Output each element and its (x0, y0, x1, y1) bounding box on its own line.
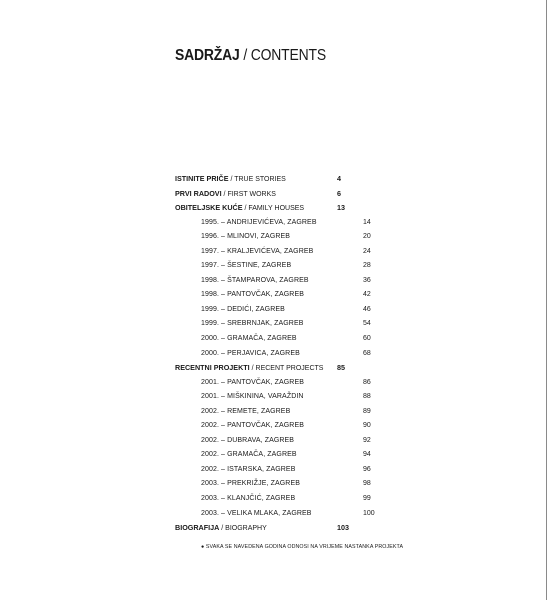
toc-entry-label: 2002. – GRAMAČA, ZAGREB (201, 451, 297, 459)
toc-section-label (175, 172, 286, 188)
toc-entry-page-number: 90 (363, 422, 371, 430)
toc-entry-page-number: 99 (363, 495, 371, 503)
toc-entry-page-number: 20 (363, 233, 371, 241)
toc-section-row[interactable] (175, 361, 405, 376)
toc-entry-page-number: 46 (363, 305, 371, 313)
toc-section-row[interactable] (175, 201, 405, 216)
toc-entry-row[interactable] (175, 303, 405, 318)
toc-entry-row[interactable] (175, 477, 405, 492)
toc-section-title: OBITELJSKE KUĆE (175, 203, 243, 213)
toc-entry-row[interactable] (175, 332, 405, 347)
toc-entry-label: 1999. – DEDIĆI, ZAGREB (201, 305, 285, 313)
toc-entry-page-number: 60 (363, 335, 371, 343)
toc-section-row[interactable] (175, 187, 405, 202)
toc-entry-label: 2002. – ISTARSKA, ZAGREB (201, 465, 296, 473)
toc-entry-label: 1998. – PANTOVČAK, ZAGREB (201, 291, 305, 299)
toc-entry-label: 2000. – GRAMAČA, ZAGREB (201, 335, 297, 343)
toc-entry-label: 2002. – REMETE, ZAGREB (201, 407, 291, 415)
toc-section-title: ISTINITE PRIČE (175, 174, 229, 183)
toc-entry-page-number: 86 (363, 378, 371, 386)
toc-entry-row[interactable] (175, 288, 405, 303)
toc-section-label (175, 187, 276, 203)
toc-section-page-number: 103 (337, 523, 349, 533)
toc-entry-label: 2000. – PERJAVICA, ZAGREB (201, 349, 300, 357)
toc-entry-row[interactable] (175, 216, 405, 231)
toc-entry-row[interactable] (175, 448, 405, 463)
toc-entry-row[interactable] (175, 274, 405, 289)
toc-entry-row[interactable] (175, 434, 405, 449)
toc-entry-row[interactable] (175, 230, 405, 245)
table-of-contents (175, 172, 405, 536)
toc-entry-row[interactable] (175, 245, 405, 260)
toc-entry-page-number: 92 (363, 436, 371, 444)
toc-entry-page-number: 42 (363, 291, 371, 299)
toc-section-label (175, 521, 267, 537)
toc-section-title: RECENTNI PROJEKTI (175, 363, 250, 373)
toc-entry-label: 1999. – SREBRNJAK, ZAGREB (201, 320, 304, 328)
toc-entry-label: 1997. – KRALJEVIĆEVA, ZAGREB (201, 247, 314, 255)
toc-entry-row[interactable] (175, 347, 405, 362)
toc-entry-page-number: 98 (363, 480, 371, 488)
toc-entry-row[interactable] (175, 259, 405, 274)
toc-entry-page-number: 88 (363, 393, 371, 401)
toc-entry-row[interactable] (175, 376, 405, 391)
toc-entry-label: 1995. – ANDRIJEVIĆEVA, ZAGREB (201, 218, 317, 226)
toc-entry-row[interactable] (175, 492, 405, 507)
toc-entry-label: 2002. – PANTOVČAK, ZAGREB (201, 422, 305, 430)
toc-entry-page-number: 36 (363, 276, 371, 284)
toc-entry-label: 2003. – PREKRIŽJE, ZAGREB (201, 480, 300, 488)
toc-entry-label: 2003. – VELIKA MLAKA, ZAGREB (201, 509, 312, 517)
toc-entry-label: 1998. – ŠTAMPAROVA, ZAGREB (201, 276, 309, 284)
page-edge-line (546, 0, 547, 600)
toc-section-row[interactable] (175, 521, 405, 536)
toc-section-translation: / TRUE STORIES (228, 176, 286, 183)
toc-section-translation: / FAMILY HOUSES (242, 205, 305, 213)
toc-entry-row[interactable] (175, 507, 405, 522)
toc-entry-row[interactable] (175, 419, 405, 434)
toc-section-title: PRVI RADOVI (175, 188, 222, 198)
toc-entry-page-number: 28 (363, 262, 371, 270)
toc-section-translation: / BIOGRAPHY (219, 525, 267, 533)
toc-entry-page-number: 14 (363, 218, 371, 226)
footnote: ● SVAKA SE NAVEDENA GODINA ODNOSI NA VRIJEME NASTANKA PROJEKTA (201, 544, 404, 550)
toc-entry-page-number: 54 (363, 320, 371, 328)
page-title (175, 47, 326, 65)
toc-entry-label: 2001. – PANTOVČAK, ZAGREB (201, 378, 305, 386)
toc-section-page-number: 13 (337, 203, 345, 213)
toc-section-row[interactable] (175, 172, 405, 187)
toc-entry-row[interactable] (175, 463, 405, 478)
toc-section-page-number: 85 (337, 363, 345, 373)
toc-entry-label: 1996. – MLINOVI, ZAGREB (201, 233, 291, 241)
toc-entry-label: 2003. – KLANJČIĆ, ZAGREB (201, 495, 296, 503)
toc-section-page-number: 4 (337, 174, 341, 183)
toc-entry-row[interactable] (175, 405, 405, 420)
toc-entry-page-number: 68 (363, 349, 371, 357)
toc-entry-page-number: 89 (363, 407, 371, 415)
toc-entry-page-number: 24 (363, 247, 371, 255)
toc-entry-label: 2001. – MIŠKININA, VARAŽDIN (201, 393, 304, 401)
toc-entry-label: 2002. – DUBRAVA, ZAGREB (201, 436, 295, 444)
toc-section-title: BIOGRAFIJA (175, 523, 220, 533)
toc-entry-page-number: 94 (363, 451, 371, 459)
toc-entry-label: 1997. – ŠESTINE, ZAGREB (201, 262, 292, 270)
toc-section-label (175, 361, 323, 377)
toc-entry-row[interactable] (175, 317, 405, 332)
toc-section-translation: / RECENT PROJECTS (249, 365, 324, 373)
toc-section-label (175, 201, 304, 217)
page-title-main: SADRŽAJ (175, 47, 240, 64)
toc-section-page-number: 6 (337, 188, 341, 198)
page-title-translation: / CONTENTS (239, 47, 327, 64)
toc-entry-row[interactable] (175, 390, 405, 405)
toc-entry-page-number: 100 (363, 509, 375, 517)
toc-section-translation: / FIRST WORKS (221, 190, 276, 198)
toc-entry-page-number: 96 (363, 465, 371, 473)
